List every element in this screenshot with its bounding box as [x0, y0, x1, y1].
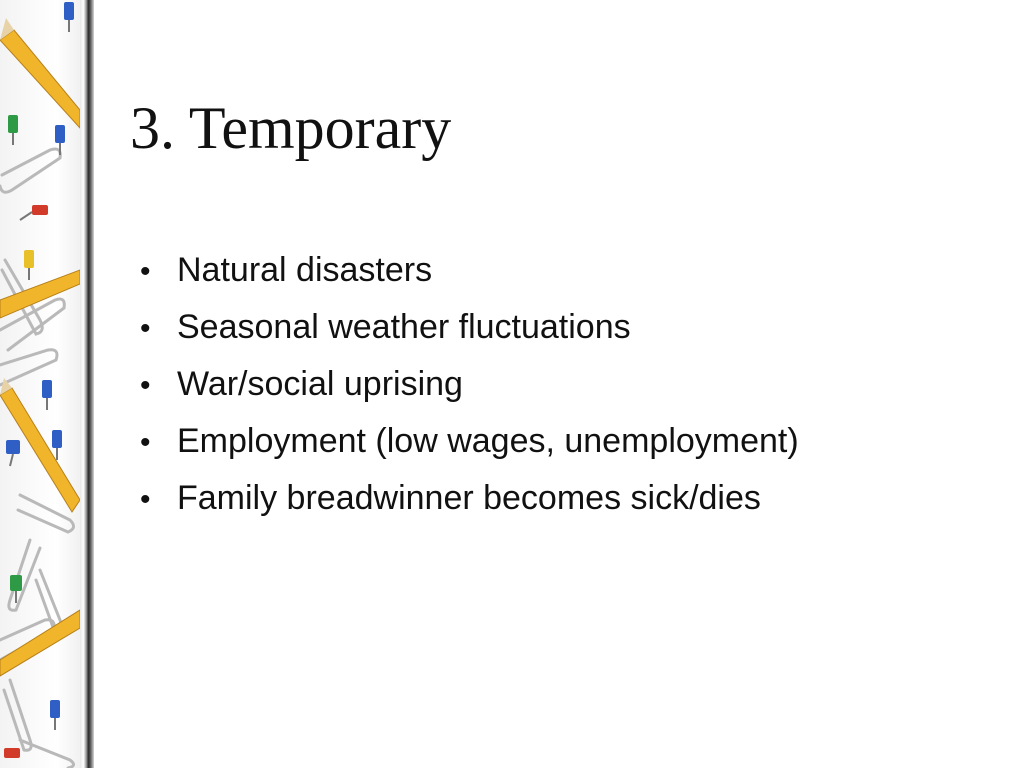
bullet-symbol: • [140, 369, 151, 402]
bullet-symbol: • [140, 255, 151, 288]
pencil-icon [0, 18, 80, 128]
pencil-icon [0, 610, 80, 676]
pushpin-icon [6, 440, 20, 466]
pushpin-icon [50, 700, 60, 730]
bullet-item [140, 364, 799, 421]
bullet-symbol: • [140, 426, 151, 459]
decorative-side-strip [0, 0, 80, 768]
bullet-text: War/social uprising [177, 365, 463, 403]
bullet-text: Seasonal weather fluctuations [177, 308, 631, 346]
paperclip-icon [4, 680, 31, 750]
paperclip-icon [0, 149, 60, 192]
pushpin-icon [20, 205, 48, 220]
pencil-icon [0, 270, 80, 318]
office-supplies-decoration [0, 0, 80, 768]
slide-title: 3. Temporary [130, 95, 452, 161]
bullet-symbol: • [140, 483, 151, 516]
pushpin-icon [4, 748, 20, 758]
paperclip-icon [0, 350, 57, 385]
bullet-text: Natural disasters [177, 251, 433, 289]
bullet-item [140, 250, 799, 307]
pushpin-icon [8, 115, 18, 145]
bullet-text: Employment (low wages, unemployment) [177, 422, 799, 460]
pushpin-icon [42, 380, 52, 410]
bullet-symbol: • [140, 312, 151, 345]
paperclip-icon [20, 740, 74, 768]
bullet-item [140, 307, 799, 364]
bullet-item [140, 421, 799, 478]
pushpin-icon [64, 2, 74, 32]
bullet-text: Family breadwinner becomes sick/dies [177, 479, 761, 517]
bullet-item [140, 478, 799, 535]
pushpin-icon [24, 250, 34, 280]
vertical-divider-bar [80, 0, 94, 768]
bullet-list [140, 250, 799, 535]
